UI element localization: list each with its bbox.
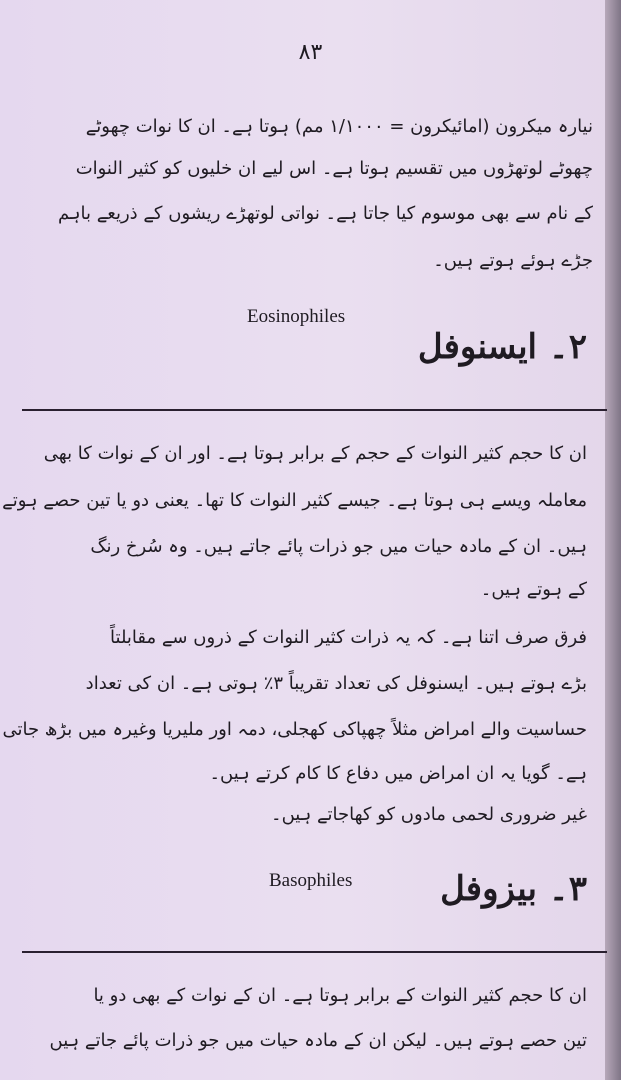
paragraph-1-line-1: نیارہ میکرون (امائیکرون = ۱/۱۰۰۰ مم) ہوتا ہے۔ ان کا نوات چھوٹے: [85, 116, 593, 137]
section-2-paragraph-b-line-5: غیر ضروری لحمی مادوں کو کھاجاتے ہیں۔: [271, 804, 587, 825]
section-2-paragraph-b-line-1: فرق صرف اتنا ہے۔ کہ یہ ذرات کثیر النوات کے ذروں سے مقابلتاً: [110, 627, 587, 648]
section-2-paragraph-a-line-1: ان کا حجم کثیر النوات کے حجم کے برابر ہوتا ہے۔ اور ان کے نوات کا بھی: [43, 443, 587, 464]
section-2-divider: [22, 409, 607, 411]
paragraph-1-line-4: جڑے ہوئے ہوتے ہیں۔: [433, 250, 593, 271]
section-3-divider: [22, 951, 607, 953]
section-2-paragraph-a-line-4: کے ہوتے ہیں۔: [480, 579, 587, 600]
section-3-heading-ur: ۳۔ بیزوفل: [440, 869, 587, 909]
section-3-paragraph-a-line-2: تین حصے ہوتے ہیں۔ لیکن ان کے مادہ حیات میں جو ذرات پائے جاتے ہیں: [49, 1030, 587, 1051]
section-2-paragraph-b-line-2: بڑے ہوتے ہیں۔ ایسنوفل کی تعداد تقریباً ۳٪ ہوتی ہے۔ ان کی تعداد: [85, 673, 587, 694]
section-2-paragraph-a-line-2: معاملہ ویسے ہی ہوتا ہے۔ جیسے کثیر النوات کا تھا۔ یعنی دو یا تین حصے ہوتے: [2, 490, 587, 511]
section-3-paragraph-a-line-1: ان کا حجم کثیر النوات کے برابر ہوتا ہے۔ ان کے نوات کے بھی دو یا: [93, 985, 587, 1006]
section-2-paragraph-b-line-4: ہے۔ گویا یہ ان امراض میں دفاع کا کام کرتے ہیں۔: [209, 763, 587, 784]
page-number: ۸۳: [298, 40, 323, 65]
paragraph-1-line-3: کے نام سے بھی موسوم کیا جاتا ہے۔ نواتی لوتھڑے ریشوں کے ذریعے باہم: [57, 203, 593, 224]
section-3-heading-en: Basophiles: [269, 870, 353, 891]
section-2-heading-ur: ۲۔ ایسنوفل: [417, 327, 587, 367]
section-2-paragraph-b-line-3: حساسیت والے امراض مثلاً چھپاکی کھجلی، دمہ اور ملیریا وغیرہ میں بڑھ جاتی: [2, 719, 587, 740]
section-2-heading-en: Eosinophiles: [247, 306, 346, 327]
section-2-paragraph-a-line-3: ہیں۔ ان کے مادہ حیات میں جو ذرات پائے جاتے ہیں۔ وہ سُرخ رنگ: [90, 536, 587, 557]
paragraph-1-line-2: چھوٹے لوتھڑوں میں تقسیم ہوتا ہے۔ اس لیے ان خلیوں کو کثیر النوات: [75, 158, 593, 179]
page-edge-shadow: [605, 0, 621, 1080]
